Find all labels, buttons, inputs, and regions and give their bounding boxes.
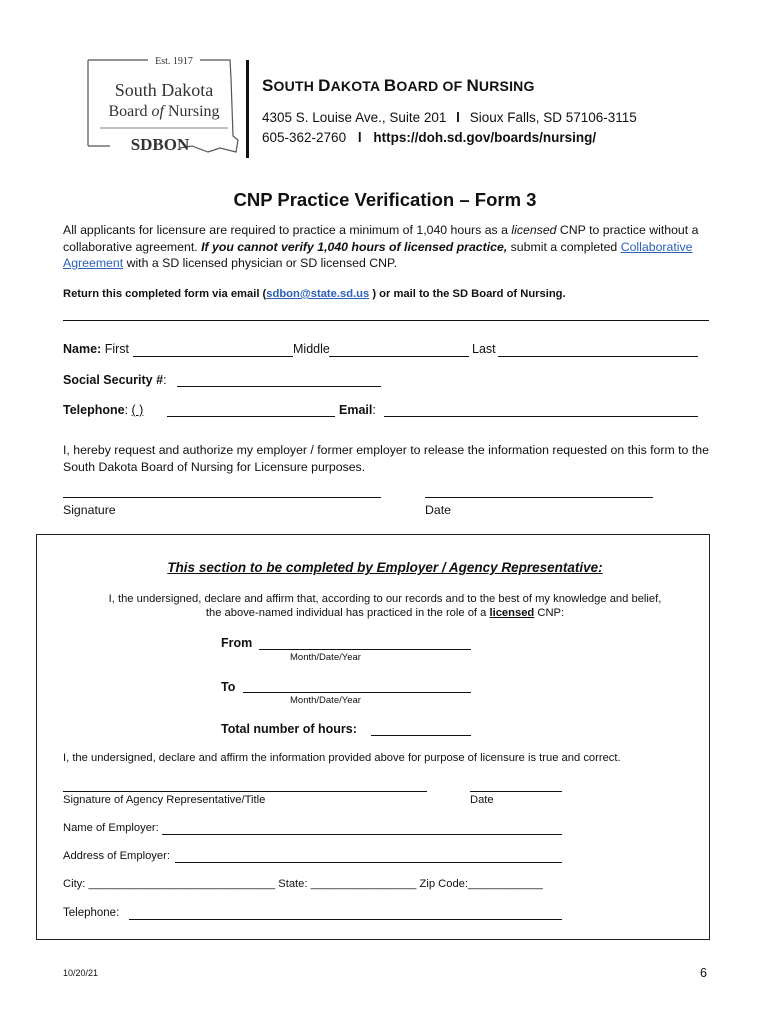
org-website: https://doh.sd.gov/boards/nursing/ — [373, 130, 597, 145]
city-field[interactable]: ______________________________ — [88, 878, 276, 890]
total-hours-label: Total number of hours: — [221, 722, 357, 736]
logo-line2: Board of Nursing — [108, 103, 220, 120]
from-label: From — [221, 636, 253, 650]
ssn-label: Social Security #: — [63, 373, 167, 387]
ssn-field[interactable] — [177, 386, 381, 387]
declaration-line2: the above-named individual has practiced in the role of a licensed CNP: — [205, 607, 565, 619]
first-name-field[interactable] — [133, 356, 293, 357]
form-title: CNP Practice Verification – Form 3 — [233, 189, 537, 210]
employer-section-heading: This section to be completed by Employer / Agency Representative: — [167, 560, 603, 575]
zip-label: Zip Code: — [419, 878, 469, 890]
employer-address-field[interactable] — [175, 862, 562, 863]
to-date-field[interactable] — [243, 692, 471, 693]
state-label: State: — [278, 878, 308, 890]
sdbon-logo — [80, 48, 245, 160]
middle-name-field[interactable] — [329, 356, 469, 357]
email-field[interactable] — [384, 416, 698, 417]
email-link[interactable]: sdbon@state.sd.us — [266, 288, 370, 300]
footer-date: 10/20/21 — [63, 968, 99, 978]
to-label: To — [221, 680, 236, 694]
header-divider — [246, 60, 249, 158]
authorization-text: I, hereby request and authorize my employer / former employer to release the information requested on this form to the South Dakota Board of Nursing for Licensure purposes. — [63, 443, 709, 474]
intro-paragraph: All applicants for licensure are required to practice a minimum of 1,040 hours as a licensed CNP to practice without a collaborative agreement. If you cannot verify 1,040 hours of licensed practice, submit a completed Collaborative Agreement with a SD licensed physician or SD licensed CNP. — [63, 223, 699, 270]
from-hint: Month/Date/Year — [290, 652, 361, 663]
employer-name-label: Name of Employer: — [63, 822, 159, 834]
zip-field[interactable]: ____________ — [468, 878, 543, 890]
logo-est: Est. 1917 — [155, 56, 193, 67]
telephone-field[interactable] — [167, 416, 335, 417]
org-address: 4305 S. Louise Ave., Suite 201 l Sioux Falls, SD 57106-3115 — [262, 110, 637, 125]
rep-date-label: Date — [470, 794, 494, 806]
rep-date-field[interactable] — [470, 791, 562, 792]
from-date-field[interactable] — [259, 649, 471, 650]
return-instructions: Return this completed form via email (sdbon@state.sd.us ) or mail to the SD Board of Nursing. — [63, 288, 566, 300]
signature-label: Signature — [63, 503, 116, 517]
last-name-field[interactable] — [498, 356, 698, 357]
state-field[interactable]: _________________ — [310, 878, 417, 890]
email-label: Email: — [339, 403, 376, 417]
logo-abbr: SDBON — [130, 135, 190, 154]
declaration-line1: I, the undersigned, declare and affirm that, according to our records and to the best of my knowledge and belief, — [108, 593, 662, 605]
collaborative-agreement-link[interactable]: Collaborative Agreement — [63, 239, 693, 270]
to-hint: Month/Date/Year — [290, 695, 361, 706]
org-contact: 605-362-2760 l https://doh.sd.gov/boards/nursing/ — [262, 130, 597, 145]
city-label: City: — [63, 878, 86, 890]
date-field[interactable] — [425, 497, 653, 498]
rep-signature-label: Signature of Agency Representative/Title — [63, 794, 266, 806]
employer-address-label: Address of Employer: — [63, 850, 170, 862]
signature-field[interactable] — [63, 497, 381, 498]
last-label: Last — [472, 342, 496, 356]
telephone-label: Telephone: ( ) — [63, 403, 144, 417]
rep-signature-field[interactable] — [63, 791, 427, 792]
date-label: Date — [425, 503, 451, 517]
employer-telephone-field[interactable] — [129, 919, 562, 920]
city-state-zip-row — [63, 878, 543, 890]
section-rule — [63, 320, 709, 321]
name-label: Name: First — [63, 342, 129, 356]
org-name: SOUTH DAKOTA BOARD OF NURSING — [262, 76, 535, 95]
total-hours-field[interactable] — [371, 735, 471, 736]
employer-name-field[interactable] — [162, 834, 562, 835]
middle-label: Middle — [293, 342, 330, 356]
logo-line1: South Dakota — [114, 80, 214, 100]
employer-telephone-label: Telephone: — [63, 907, 120, 919]
affirmation-text: I, the undersigned, declare and affirm the information provided above for purpose of licensure is true and correct. — [63, 752, 621, 764]
page-number: 6 — [700, 966, 707, 980]
org-phone: 605-362-2760 — [262, 130, 347, 145]
